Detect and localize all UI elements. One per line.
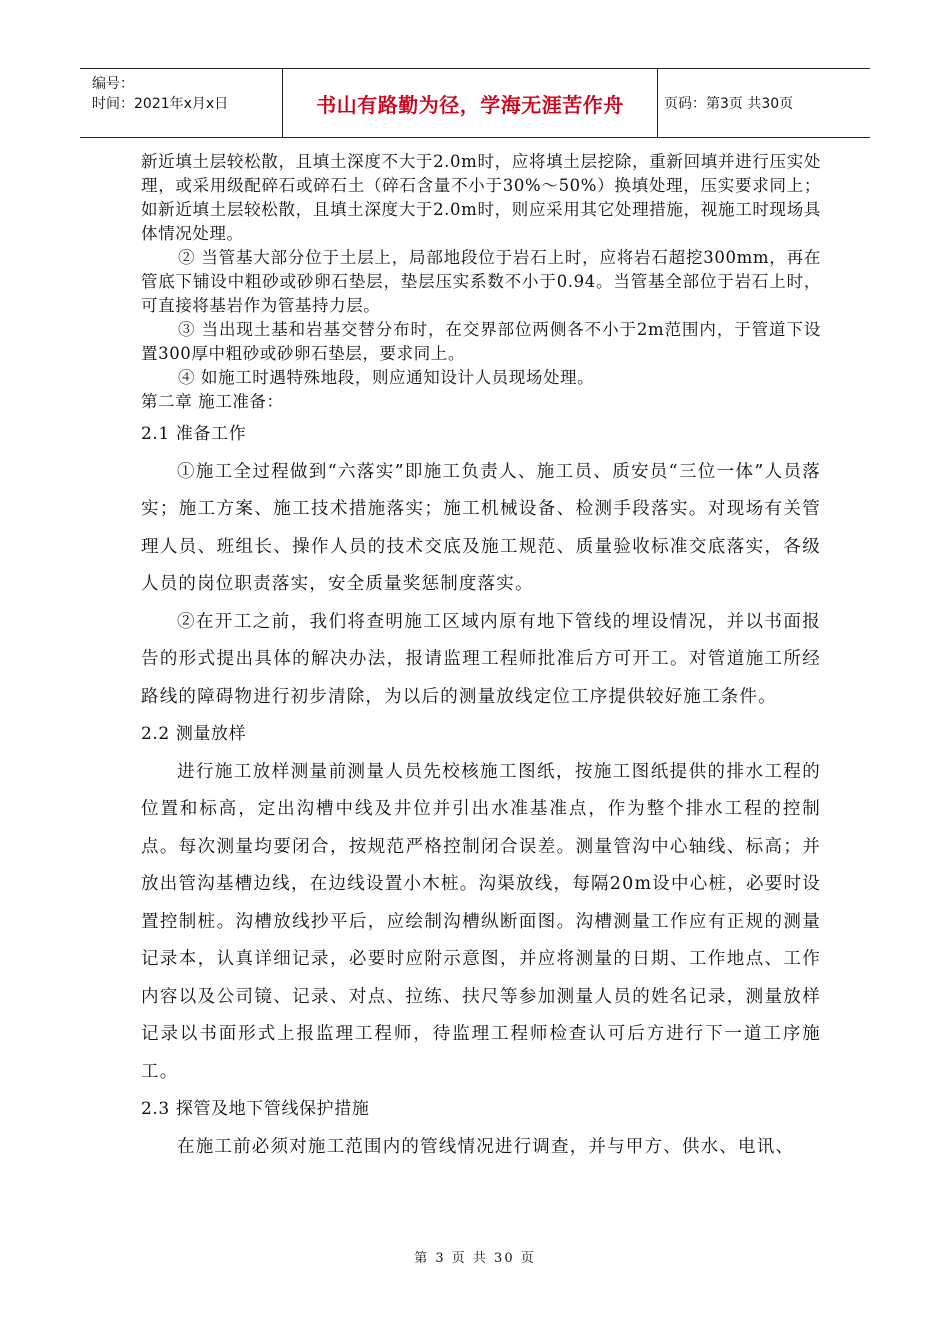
loose-section [141,416,821,1166]
paragraph-survey-layout: 进行施工放样测量前测量人员先校核施工图纸，按施工图纸提供的排水工程的位置和标高，定出沟槽中线及井位并引出水准基准点，作为整个排水工程的控制点。每次测量均要闭合，按规范严格控制闭合误差。测量管沟中心轴线、标高；并放出管沟基槽边线，在边线设置小木桩。沟渠放线，每隔20m设中心桩，必要时设置控制桩。沟槽放线抄平后，应绘制沟槽纵断面图。沟槽测量工作应有正规的测量记录本，认真详细记录，必要时应附示意图，并应将测量的日期、工作地点、工作内容以及公司镜、记录、对点、拉练、扶尺等参加测量人员的姓名记录，测量放样记录以书面形式上报监理工程师，待监理工程师检查认可后方进行下一道工序施工。 [141,761,821,1082]
header-page-cell [658,69,870,137]
paragraph-pre-construction: ②在开工之前，我们将查明施工区域内原有地下管线的埋设情况，并以书面报告的形式提出具体的解决办法，报请监理工程师批准后方可开工。对管道施工所经路线的障碍物进行初步清除，为以后的测量放线定位工序提供较好施工条件。 [141,611,821,707]
paragraph-alternating-base: ③ 当出现土基和岩基交替分布时，在交界部位两侧各不小于2m范围内，于管道下设置300厚中粗砂或砂卵石垫层，要求同上。 [141,320,821,363]
dense-section [141,150,821,414]
page-footer: 第 3 页 共 30 页 [414,1251,536,1266]
paragraph-special-section: ④ 如施工时遇特殊地段，则应通知设计人员现场处理。 [178,368,595,387]
date-label: 时间：2021年x月x日 [92,96,229,112]
paragraph-fill-treatment: 新近填土层较松散，且填土深度不大于2.0m时，应将填土层挖除，重新回填并进行压实处理，或采用级配碎石或碎石土（碎石含量不小于30%～50%）换填处理，压实要求同上；如新近填土层较松散，且填土深度大于2.0m时，则应采用其它处理措施，视施工时现场具体情况处理。 [141,152,821,243]
page-header [80,68,870,138]
page-code: 页码：第3页 共30页 [664,96,794,112]
header-motto-cell [283,69,658,137]
motto-text: 书山有路勤为径，学海无涯苦作舟 [316,92,624,117]
section-heading-2-1: 2.1 准备工作 [141,424,247,444]
paragraph-pipeline-survey: 在施工前必须对施工范围内的管线情况进行调查，并与甲方、供水、电讯、 [177,1136,795,1157]
section-heading-2-3: 2.3 探管及地下管线保护措施 [141,1099,370,1119]
section-heading-2-2: 2.2 测量放样 [141,724,247,744]
header-meta-cell [80,69,283,137]
document-body [141,150,821,1166]
paragraph-six-implementations: ①施工全过程做到“六落实”即施工负责人、施工员、质安员“三位一体”人员落实；施工方案、施工技术措施落实；施工机械设备、检测手段落实。对现场有关管理人员、班组长、操作人员的技术交底及施工规范、质量验收标准交底落实，各级人员的岗位职责落实，安全质量奖惩制度落实。 [141,461,821,594]
chapter-heading: 第二章 施工准备： [141,392,284,411]
serial-label: 编号： [92,76,134,92]
paragraph-rock-overdig: ② 当管基大部分位于土层上，局部地段位于岩石上时，应将岩石超挖300mm，再在管底下铺设中粗砂或砂卵石垫层，垫层压实系数不小于0.94。当管基全部位于岩石上时，可直接将基岩作为管基持力层。 [141,248,821,315]
